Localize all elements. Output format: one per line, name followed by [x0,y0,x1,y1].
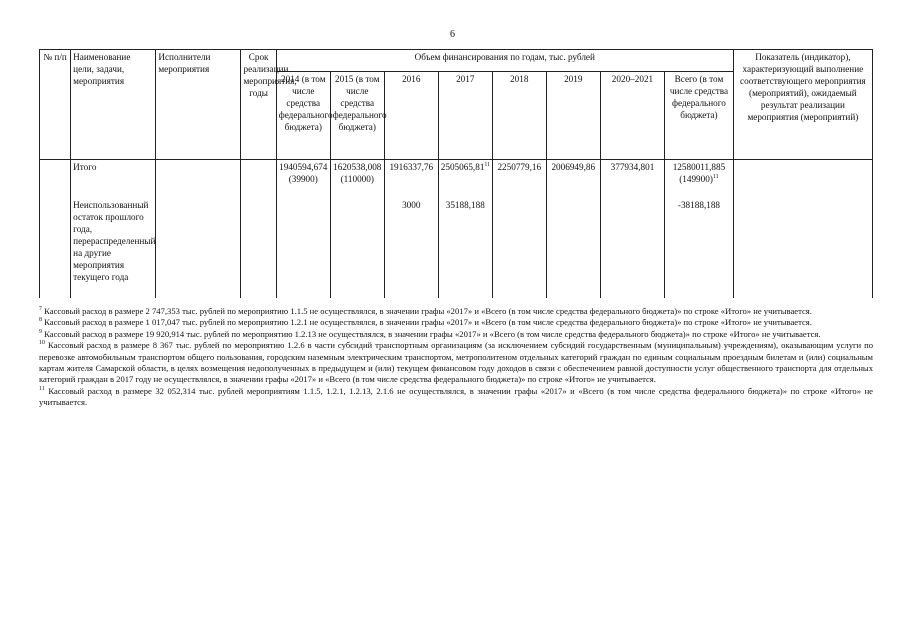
footnote-text: Кассовый расход в размере 19 920,914 тыс. рублей по мероприятию 1.2.13 не осуществлялся, в значении графы «2017» и «Всего (в том числе средства федерального бюджета)» по строке «Итого» не учитывается. [44,328,821,339]
cell-2017 [438,160,492,198]
footnote-number: 8 [39,317,42,324]
cell-total: -38188,188 [665,198,734,298]
cell-total-value: 12580011,885 (149900) [672,162,726,184]
footnotes [39,306,873,409]
cell-total [665,160,734,198]
cell-2020-2021: 377934,801 [600,160,664,198]
header-year-2018: 2018 [492,72,546,160]
cell-2018 [492,198,546,298]
footnote-text: Кассовый расход в размере 1 017,047 тыс. рублей по мероприятию 1.2.1 не осуществлялся, в значении графы «2017» и «Всего (в том числе средства федерального бюджета)» по строке «Итого» не учитывается. [44,317,812,328]
footnote [39,340,873,386]
header-year-2015: 2015 (в том числе средства федерального бюджета) [330,72,384,160]
cell-2016: 1916337,76 [384,160,438,198]
page-number: 6 [450,29,455,40]
header-finance: Объем финансирования по годам, тыс. рублей [276,50,733,72]
footnote-number: 9 [39,328,42,335]
header-term: Срок реализации мероприятия, годы [241,50,276,160]
header-year-2020-2021: 2020–2021 [600,72,664,160]
cell-2019 [546,198,600,298]
footnote-number: 11 [39,385,45,392]
footnote-text: Кассовый расход в размере 2 747,353 тыс. рублей по мероприятию 1.1.5 не осуществлялся, в значении графы «2017» и «Всего (в том числе средства федерального бюджета)» по строке «Итого» не учитывается. [44,306,812,316]
header-year-2017: 2017 [438,72,492,160]
cell-2016: 3000 [384,198,438,298]
cell-2014: 1940594,674 (39900) [276,160,330,198]
header-year-2019: 2019 [546,72,600,160]
row-name: Итого [71,160,156,198]
header-executors: Исполнители мероприятия [156,50,241,160]
cell-2018: 2250779,16 [492,160,546,198]
header-name: Наименование цели, задачи, мероприятия [71,50,156,160]
footnote [39,329,873,340]
footnote [39,317,873,328]
footnote-ref: 11 [484,161,491,168]
footnote-number: 7 [39,306,42,313]
cell-2020-2021 [600,198,664,298]
table-row [40,198,873,298]
header-total: Всего (в том числе средства федерального бюджета) [665,72,734,160]
footnote-ref: 11 [712,173,719,180]
header-year-2016: 2016 [384,72,438,160]
financing-table [39,49,873,298]
cell-2017: 35188,188 [438,198,492,298]
cell-2015 [330,198,384,298]
footnote-text: Кассовый расход в размере 8 367 тыс. рублей по мероприятию 1.2.6 в части субсидий транспортным организациям (за исключением субсидий государственным (муниципальным) учреждениям), оказывающим услуги по перевозке автомобильным транспортом общего пользования, городским наземным электрическим транспортом, метрополитеном отдельных категорий граждан по единым социальным проездным билетам и (или) социальным картам жителя Самарской области, в целях возмещения недополученных в предыдущем и (или) текущем финансовом году доходов в связи с обеспечением равной доступности услуг общественного транспорта для отдельных категорий граждан в 2017 году не осуществлялся, в значении графы «2017» и «Всего (в том числе средства федерального бюджета)» по строке «Итого» не учитывается. [39,340,873,385]
footnote [39,306,873,317]
cell-2019: 2006949,86 [546,160,600,198]
footnote-number: 10 [39,340,45,347]
footnote-text: Кассовый расход в размере 32 052,314 тыс. рублей мероприятиям 1.1.5, 1.2.1, 1.2.13, 2.1.6 не осуществлялся, в значении графы «2017» и «Всего (в том числе средства федерального бюджета)» по строке «Итого» не учитывается. [39,385,873,408]
header-year-2014: 2014 (в том числе средства федерального бюджета) [276,72,330,160]
header-num: № п/п [40,50,71,160]
cell-2017-value: 2505065,81 [440,162,485,172]
row-name: Неиспользованный остаток прошлого года, перераспределенный на другие мероприятия текущего года [71,198,156,298]
table-row [40,160,873,198]
header-indicator: Показатель (индикатор), характеризующий выполнение соответствующего мероприятия (мероприятий), ожидаемый результат реализации мероприятия (мероприятий) [733,50,872,160]
footnote [39,386,873,409]
cell-2014 [276,198,330,298]
cell-2015: 1620538,008 (110000) [330,160,384,198]
